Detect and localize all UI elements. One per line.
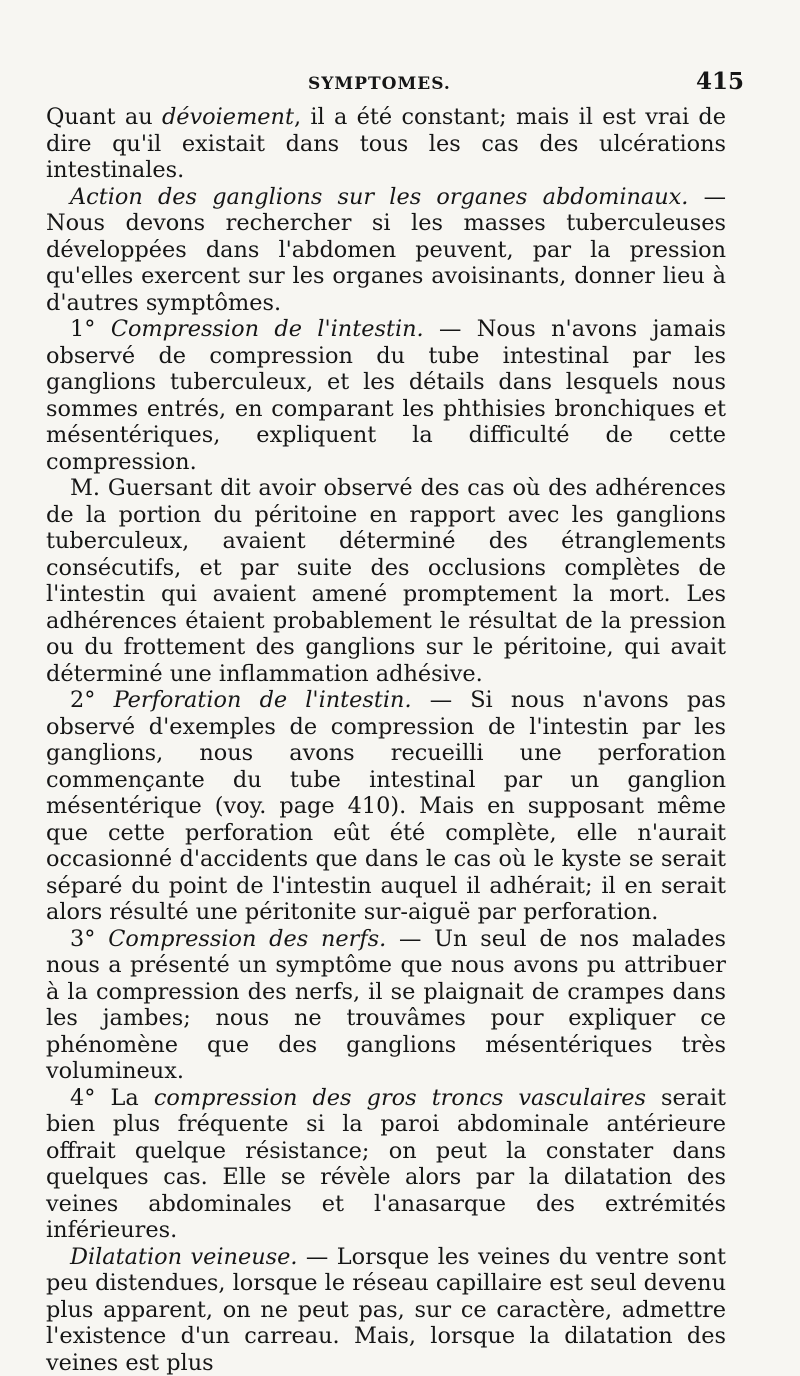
section-heading: Dilatation veineuse. — [70, 1244, 297, 1270]
paragraph-devoiement: Quant au dévoiement, il a été constant; mais il est vrai de dire qu'il existait dans tous les cas des ulcérations intestinales. — [46, 104, 726, 184]
body-text — [46, 104, 726, 1376]
section-heading: Perforation de l'intestin. — [114, 687, 412, 713]
paragraph-troncs-vasculaires: 4° La compression des gros troncs vasculaires serait bien plus fréquente si la paroi abdominale antérieure offrait quelque résistance; on peut la constater dans quelques cas. Elle se révèle alors par la dilatation des veines abdominales et l'anasarque des extrémités inférieures. — [46, 1085, 726, 1244]
italic-term: compression des gros troncs vasculaires — [154, 1085, 646, 1111]
running-head: SYMPTOMES. — [308, 74, 451, 94]
section-heading: Compression de l'intestin. — [111, 316, 424, 342]
section-heading: Compression des nerfs. — [108, 926, 386, 952]
section-heading: Action des ganglions sur les organes abdominaux. — [70, 184, 688, 210]
paragraph-action-ganglions: Action des ganglions sur les organes abdominaux. — Nous devons rechercher si les masses tuberculeuses développées dans l'abdomen peuvent, par la pression qu'elles exercent sur les organes avoisinants, donner lieu à d'autres symptômes. — [46, 184, 726, 317]
italic-term: dévoiement — [162, 104, 294, 130]
page-number: 415 — [696, 68, 744, 95]
paragraph-compression-nerfs: 3° Compression des nerfs. — Un seul de nos malades nous a présenté un symptôme que nous avons pu attribuer à la compression des nerfs, il se plaignait de crampes dans les jambes; nous ne trouvâmes pour expliquer ce phénomène que des ganglions mésentériques très volumineux. — [46, 926, 726, 1085]
paragraph-perforation: 2° Perforation de l'intestin. — Si nous n'avons pas observé d'exemples de compression de l'intestin par les ganglions, nous avons recueilli une perforation commençante du tube intestinal par un ganglion mésentérique (voy. page 410). Mais en supposant même que cette perforation eût été complète, elle n'aurait occasionné d'accidents que dans le cas où le kyste se serait séparé du point de l'intestin auquel il adhérait; il en serait alors résulté une péritonite sur-aiguë par perforation. — [46, 687, 726, 926]
paragraph-compression-intestin: 1° Compression de l'intestin. — Nous n'avons jamais observé de compression du tube intestinal par les ganglions tuberculeux, et les détails dans lesquels nous sommes entrés, en comparant les phthisies bronchiques et mésentériques, expliquent la difficulté de cette compression. — [46, 316, 726, 475]
paragraph-dilatation-veineuse: Dilatation veineuse. — Lorsque les veines du ventre sont peu distendues, lorsque le réseau capillaire est seul devenu plus apparent, on ne peut pas, sur ce caractère, admettre l'existence d'un carreau. Mais, lorsque la dilatation des veines est plus — [46, 1244, 726, 1376]
page-header — [46, 64, 744, 100]
paragraph-guersant: M. Guersant dit avoir observé des cas où des adhérences de la portion du péritoine en rapport avec les ganglions tuberculeux, avaient déterminé des étranglements consécutifs, et par suite des occlusions complètes de l'intestin qui avaient amené promptement la mort. Les adhérences étaient probablement le résultat de la pression ou du frottement des ganglions sur le péritoine, qui avait déterminé une inflammation adhésive. — [46, 475, 726, 687]
